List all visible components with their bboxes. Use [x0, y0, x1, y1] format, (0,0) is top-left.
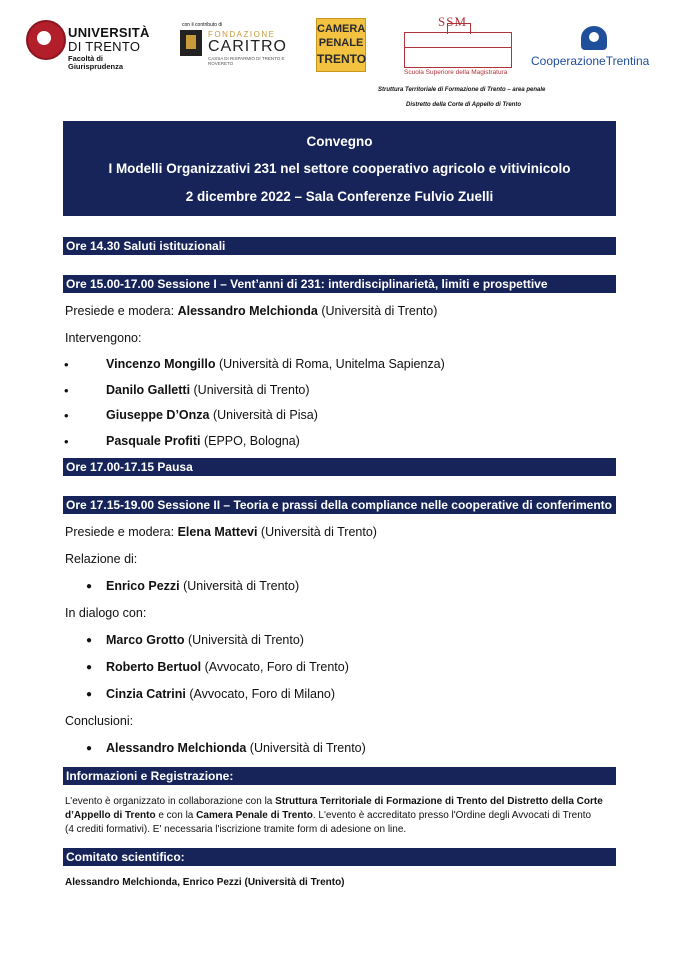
bullet-icon: ●	[86, 581, 93, 592]
bullet-icon: ●	[86, 743, 93, 754]
camera-l1: CAMERA	[317, 23, 366, 35]
caritro-small: con il contributo di	[182, 22, 223, 28]
speaker-name: Pasquale Profiti	[106, 434, 201, 448]
unitn-line1: UNIVERSITÀ	[68, 25, 150, 40]
cooperazione-logo	[531, 26, 659, 72]
caritro-icon	[180, 30, 202, 56]
info-line1	[65, 795, 603, 809]
speaker-item	[106, 408, 318, 423]
info-line2	[65, 809, 591, 823]
info-bold: Camera Penale di Trento	[196, 810, 313, 821]
title-convegno: Convegno	[306, 134, 373, 149]
info-text: e con la	[155, 810, 197, 821]
session1-presiede	[65, 304, 437, 319]
intervengono-label: Intervengono:	[65, 331, 142, 345]
session2-presiede	[65, 525, 377, 540]
unitn-seal-icon	[26, 20, 66, 60]
unitn-sub1: Facoltà di	[68, 54, 104, 63]
camera-l2: PENALE	[318, 37, 364, 49]
speaker-item	[106, 434, 300, 449]
concludente-name: Alessandro Melchionda	[106, 741, 247, 755]
camera-l3: TRENTO	[317, 52, 367, 66]
bullet-icon: ●	[86, 662, 93, 673]
dialogante-name: Cinzia Catrini	[106, 687, 186, 701]
presiede-name: Elena Mattevi	[177, 525, 258, 539]
relatore-aff: (Università di Trento)	[179, 579, 300, 593]
unitn-line2: DI TRENTO	[68, 39, 141, 54]
speaker-aff: (Università di Roma, Unitelma Sapienza)	[215, 357, 445, 371]
session1-bar: Ore 15.00-17.00 Sessione I – Vent’anni di 231: interdisciplinarietà, limiti e prospettive	[63, 275, 616, 293]
dialogo-label: In dialogo con:	[65, 606, 147, 620]
dialogante-item	[106, 633, 304, 648]
speaker-item	[106, 383, 310, 398]
speaker-aff: (Università di Pisa)	[209, 408, 318, 422]
info-bold: d’Appello di Trento	[65, 810, 156, 821]
struttura-note: Struttura Territoriale di Formazione di Trento – area penale	[378, 87, 546, 93]
unitn-faculty	[68, 55, 123, 71]
concludente-aff: (Università di Trento)	[246, 741, 366, 755]
concludente-item	[106, 741, 366, 756]
dialogante-name: Marco Grotto	[106, 633, 185, 647]
dialogante-name: Roberto Bertuol	[106, 660, 202, 674]
presiede-label: Presiede e modera:	[65, 304, 178, 318]
ssm-building-icon	[404, 32, 512, 68]
unitn-sub2: Giurisprudenza	[68, 62, 124, 71]
speaker-aff: (Università di Trento)	[190, 383, 310, 397]
caritro-sub: CASSA DI RISPARMIO DI TRENTO E ROVERETO	[208, 56, 285, 66]
ssm-sub: Scuola Superiore della Magistratura	[404, 69, 508, 76]
comitato-members: Alessandro Melchionda, Enrico Pezzi (Università di Trento)	[65, 877, 345, 888]
speaker-name: Giuseppe D’Onza	[106, 408, 210, 422]
presiede-aff: (Università di Trento)	[257, 525, 377, 539]
info-bar: Informazioni e Registrazione:	[63, 767, 616, 785]
speaker-name: Vincenzo Mongillo	[106, 357, 216, 371]
caritro-foundation: FONDAZIONE	[208, 30, 276, 39]
bullet-icon: ●	[86, 689, 93, 700]
caritro-logo	[178, 22, 288, 66]
camera-penale-logo	[316, 18, 366, 72]
speaker-item	[106, 357, 445, 372]
relatore-name: Enrico Pezzi	[106, 579, 180, 593]
coop-text: CooperazioneTrentina	[531, 54, 650, 68]
info-text: L’evento è organizzato in collaborazione con la	[65, 796, 276, 807]
presiede-aff: (Università di Trento)	[317, 304, 438, 318]
title-banner	[63, 121, 616, 216]
pausa-bar: Ore 17.00-17.15 Pausa	[63, 458, 616, 476]
bullet-icon: •	[64, 357, 69, 372]
saluti-bar: Ore 14.30 Saluti istituzionali	[63, 237, 616, 255]
dialogante-aff: (Avvocato, Foro di Trento)	[201, 660, 349, 674]
ssm-logo	[402, 14, 514, 80]
info-text: . L'evento è accreditato presso l'Ordine degli Avvocati di Trento	[312, 810, 592, 821]
speaker-name: Danilo Galletti	[106, 383, 191, 397]
speaker-aff: (EPPO, Bologna)	[200, 434, 300, 448]
presiede-label: Presiede e modera:	[65, 525, 178, 539]
dialogante-item	[106, 687, 335, 702]
caritro-name: CARITRO	[208, 38, 287, 55]
session2-bar: Ore 17.15-19.00 Sessione II – Teoria e prassi della compliance nelle cooperative di conferimento	[63, 496, 616, 514]
distretto-note: Distretto della Corte di Appello di Trento	[406, 102, 522, 108]
relazione-label: Relazione di:	[65, 552, 138, 566]
dialogante-aff: (Avvocato, Foro di Milano)	[185, 687, 336, 701]
presiede-name: Alessandro Melchionda	[177, 304, 318, 318]
info-bold: Struttura Territoriale di Formazione di Trento del Distretto della Corte	[275, 796, 603, 807]
conclusioni-label: Conclusioni:	[65, 714, 134, 728]
unitn-logo	[26, 18, 156, 71]
bullet-icon: •	[64, 434, 69, 449]
bullet-icon: ●	[86, 635, 93, 646]
relatore-item	[106, 579, 299, 594]
bullet-icon: •	[64, 383, 69, 398]
comitato-bar: Comitato scientifico:	[63, 848, 616, 866]
coop-icon	[581, 26, 607, 50]
ssm-title: SSM	[438, 14, 468, 29]
title-date: 2 dicembre 2022 – Sala Conferenze Fulvio Zuelli	[185, 189, 494, 204]
title-main: I Modelli Organizzativi 231 nel settore cooperativo agricolo e vitivinicolo	[108, 161, 571, 176]
bullet-icon: •	[64, 408, 69, 423]
info-line3: (4 crediti formativi). E' necessaria l'iscrizione tramite form di adesione on line.	[65, 824, 407, 835]
dialogante-aff: (Università di Trento)	[184, 633, 304, 647]
dialogante-item	[106, 660, 349, 675]
